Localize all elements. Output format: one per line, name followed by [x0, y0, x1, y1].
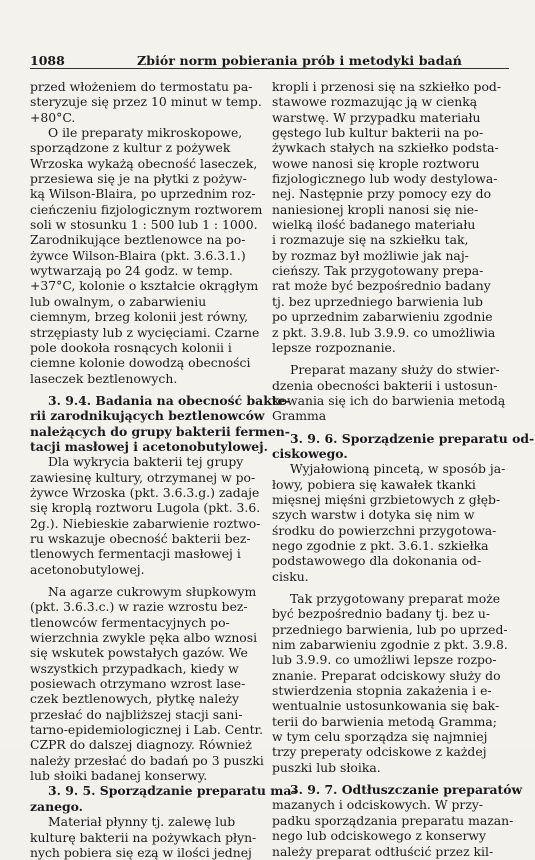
- text-line: fizjologicznego lub wody destylowa-: [272, 171, 498, 187]
- text-line: przesiewa się je na płytki z pożyw-: [30, 171, 247, 187]
- section-heading-line: tacji masłowej i acetonobutylowej.: [30, 438, 268, 454]
- text-line: znanie. Preparat odciskowy służy do: [272, 667, 501, 683]
- text-line: wytwarzają po 24 godz. w temp.: [30, 263, 233, 279]
- text-line: żywce Wrzoska (pkt. 3.6.3.g.) zadaje: [30, 484, 260, 500]
- text-line: cieńczeniu fizjologicznym roztworem: [30, 201, 263, 217]
- text-line: Wrzoska wykażą obecność laseczek,: [30, 155, 258, 171]
- text-line: (pkt. 3.6.3.c.) w razie wzrostu bez-: [30, 599, 248, 615]
- text-line: warstwę. W przypadku materiału: [272, 109, 481, 125]
- text-line: mięsnej mięśni grzbietowych z głęb-: [272, 491, 501, 507]
- text-line: Na agarze cukrowym słupkowym: [48, 584, 257, 599]
- text-line: Wyjałowioną pincetą, w sposób ja-: [290, 461, 506, 477]
- running-title: Zbiór norm pobierania prób i metodyki badań: [137, 53, 462, 68]
- text-line: rat może być bezpośrednio badany: [272, 278, 491, 294]
- section-3-9-6: [272, 430, 535, 462]
- section-heading-line: należących do grupy bakterii fermen-: [30, 423, 290, 439]
- text-line: się kroplą roztworu Lugola (pkt. 3.6.: [30, 500, 261, 516]
- text-line: żywkach stałych na szkiełko podsta-: [272, 140, 499, 156]
- text-line: należy przesłać do badań po 3 puszki: [30, 752, 264, 768]
- text-line: nim zabarwieniu zgodnie z pkt. 3.9.8.: [272, 637, 508, 653]
- section-heading-line: ciskowego.: [272, 445, 348, 461]
- text-line: przed włożeniem do termostatu pa-: [30, 79, 253, 94]
- paragraph-liquid-material: [30, 814, 266, 860]
- text-line: naniesionej kropli nanosi się nie-: [272, 201, 479, 217]
- text-line: ru wskazuje obecność bakterii bez-: [30, 530, 251, 546]
- section-3-9-5: [30, 783, 297, 814]
- paragraph-pasteurize: [30, 79, 266, 125]
- text-line: trzy preperaty odciskowe z każdej: [272, 744, 487, 760]
- text-line: szych warstw i dotyka się nim w: [272, 507, 475, 523]
- text-line: wowe nanosi się krople roztworu: [272, 155, 480, 171]
- section-heading-line: rii zarodnikujących beztlenowców: [30, 408, 265, 424]
- text-line: lepsze rozpoznanie.: [272, 339, 396, 355]
- text-line: ką Wilson-Blaira, po uprzednim roz-: [30, 186, 256, 202]
- text-line: steryzuje się przez 10 minut w temp.: [30, 94, 262, 110]
- text-line: po uprzednim zabarwieniu zgodnie: [272, 309, 493, 325]
- text-line: padku sporządzania preparatu mazan-: [272, 812, 514, 828]
- paragraph-smear: [272, 79, 508, 355]
- text-line: nej. Następnie przy pomocy ezy do: [272, 186, 492, 202]
- running-header: [30, 44, 509, 69]
- text-line: wierzchnia zwykle pęka albo wznosi: [30, 630, 258, 646]
- text-line: cisku.: [272, 568, 309, 584]
- text-line: mazanych i odciskowych. W przy-: [272, 797, 484, 813]
- text-line: ciemnym, brzeg kolonii jest równy,: [30, 309, 249, 325]
- text-line: łowy, pobiera się kawałek tkanki: [272, 476, 476, 492]
- text-line: podstawowego dla dokonania od-: [272, 553, 482, 569]
- text-line: się wskutek powstałych gazów. We: [30, 645, 248, 661]
- text-line: w tym celu sporządza się najmniej: [272, 729, 488, 745]
- text-line: tlenowców fermentacyjnych po-: [30, 614, 230, 630]
- text-line: kulturę bakterii na pożywkach płyn-: [30, 829, 257, 845]
- text-line: Preparat mazany służy do stwier-: [290, 362, 500, 378]
- page-number: 1088: [30, 53, 65, 68]
- text-line: stawowe rozmazując ją w cienką: [272, 94, 478, 110]
- text-line: lub słoiki badanej konserwy.: [30, 768, 208, 784]
- text-line: wielką ilość badanego materiału: [272, 217, 476, 233]
- text-line: wentualnie ustosunkowania się bak-: [272, 698, 500, 714]
- text-line: 2g.). Niebieskie zabarwienie roztwo-: [30, 515, 261, 531]
- section-3-9-7: [272, 782, 523, 859]
- text-line: by rozmaz był możliwie jak naj-: [272, 247, 469, 263]
- text-line: tlenowych fermentacji masłowej i: [30, 546, 241, 562]
- text-line: wszystkich przypadkach, kiedy w: [30, 660, 239, 676]
- text-line: nych pobiera się ezą w ilości jednej: [30, 844, 252, 860]
- text-line: przesłać do najbliższej stacji sani-: [30, 706, 243, 722]
- section-3-9-4: [30, 392, 291, 454]
- section-heading-line: 3. 9. 5. Sporządzanie preparatu ma-: [48, 783, 297, 799]
- text-line: soli w stosunku 1 : 500 lub 1 : 1000.: [30, 217, 258, 233]
- text-line: kropli i przenosi się na szkiełko pod-: [272, 79, 502, 94]
- text-line: sporządzone z kultur z pożywek: [30, 140, 231, 156]
- text-line: gęstego lub kultur bakterii na po-: [272, 125, 484, 141]
- text-line: CZPR do dalszej diagnozy. Również: [30, 737, 252, 753]
- text-line: terii do barwienia metodą Gramma;: [272, 713, 497, 729]
- text-line: +80°C.: [30, 109, 76, 125]
- paragraph-sugar-agar: [30, 584, 266, 783]
- section-heading-line: 3. 9. 7. Odtłuszczanie preparatów: [290, 782, 523, 798]
- text-line: stwierdzenia stopnia zakażenia i e-: [272, 683, 492, 699]
- text-line: O ile preparaty mikroskopowe,: [48, 125, 243, 141]
- text-line: Zarodnikujące beztlenowce na po-: [30, 232, 246, 248]
- text-line: żywce Wilson-Blaira (pkt. 3.6.3.1.): [30, 247, 246, 263]
- text-line: ciemne kolonie dowodzą obecności: [30, 355, 251, 371]
- text-line: tarno-epidemiologicznej i Lab. Centr.: [30, 722, 264, 738]
- text-line: Gramma: [272, 408, 327, 424]
- text-line: przedniego barwienia, lub po uprzed-: [272, 621, 508, 637]
- text-line: zawiesinę kultury, otrzymanej w po-: [30, 469, 256, 485]
- text-line: być bezpośrednio badany tj. bez u-: [272, 606, 491, 622]
- section-heading-line: 3. 9.4. Badania na obecność bakte-: [48, 392, 291, 408]
- text-line: Dla wykrycia bakterii tej grupy: [48, 454, 244, 470]
- text-line: laseczek beztlenowych.: [30, 370, 178, 386]
- text-line: puszki lub słoika.: [272, 759, 381, 775]
- text-line: czek beztlenowych, płytkę należy: [30, 691, 240, 707]
- paragraph-microscopy: [30, 125, 266, 386]
- text-line: pole dookoła rosnących kolonii i: [30, 339, 232, 355]
- text-line: acetonobutylowej.: [30, 561, 145, 577]
- text-line: strzępiasty lub z wycięciami. Czarne: [30, 324, 260, 340]
- text-line: nego zgodnie z pkt. 3.6.1. szkiełka: [272, 537, 489, 553]
- section-heading-line: 3. 9. 6. Sporządzenie preparatu od-: [290, 430, 535, 446]
- right-column: [272, 79, 535, 859]
- text-line: kowania się ich do barwienia metodą: [272, 392, 506, 408]
- text-line: dzenia obecności bakterii i ustosun-: [272, 377, 498, 393]
- text-line: z pkt. 3.9.8. lub 3.9.9. co umożliwia: [272, 324, 496, 340]
- paragraph-imprint-preparation: [272, 591, 508, 775]
- text-line: cieńszy. Tak przygotowany prepa-: [272, 263, 484, 279]
- text-line: tj. bez uprzedniego barwienia lub: [272, 293, 483, 309]
- text-line: Materiał płynny tj. zalewę lub: [48, 814, 236, 830]
- text-line: lub 3.9.9. co umożliwi lepsze rozpo-: [272, 652, 497, 668]
- text-line: lub owalnym, o zabarwieniu: [30, 293, 207, 309]
- paragraph-tweezers: [272, 461, 508, 584]
- text-line: posiewach otrzymano wzrost lase-: [30, 676, 246, 692]
- text-line: należy preparat odtłuścić przez kil-: [272, 843, 494, 859]
- text-line: +37°C, kolonie o kształcie okrągłym: [30, 278, 259, 294]
- text-line: i rozmazuje się na szkiełku tak,: [272, 232, 469, 248]
- paragraph-lugol: [30, 454, 266, 577]
- paragraph-smear-purpose: [272, 362, 508, 423]
- text-line: nego lub odciskowego z konserwy: [272, 828, 486, 844]
- text-line: środku do powierzchni przygotowa-: [272, 522, 497, 538]
- section-heading-line: zanego.: [30, 798, 83, 814]
- text-line: Tak przygotowany preparat może: [290, 591, 501, 606]
